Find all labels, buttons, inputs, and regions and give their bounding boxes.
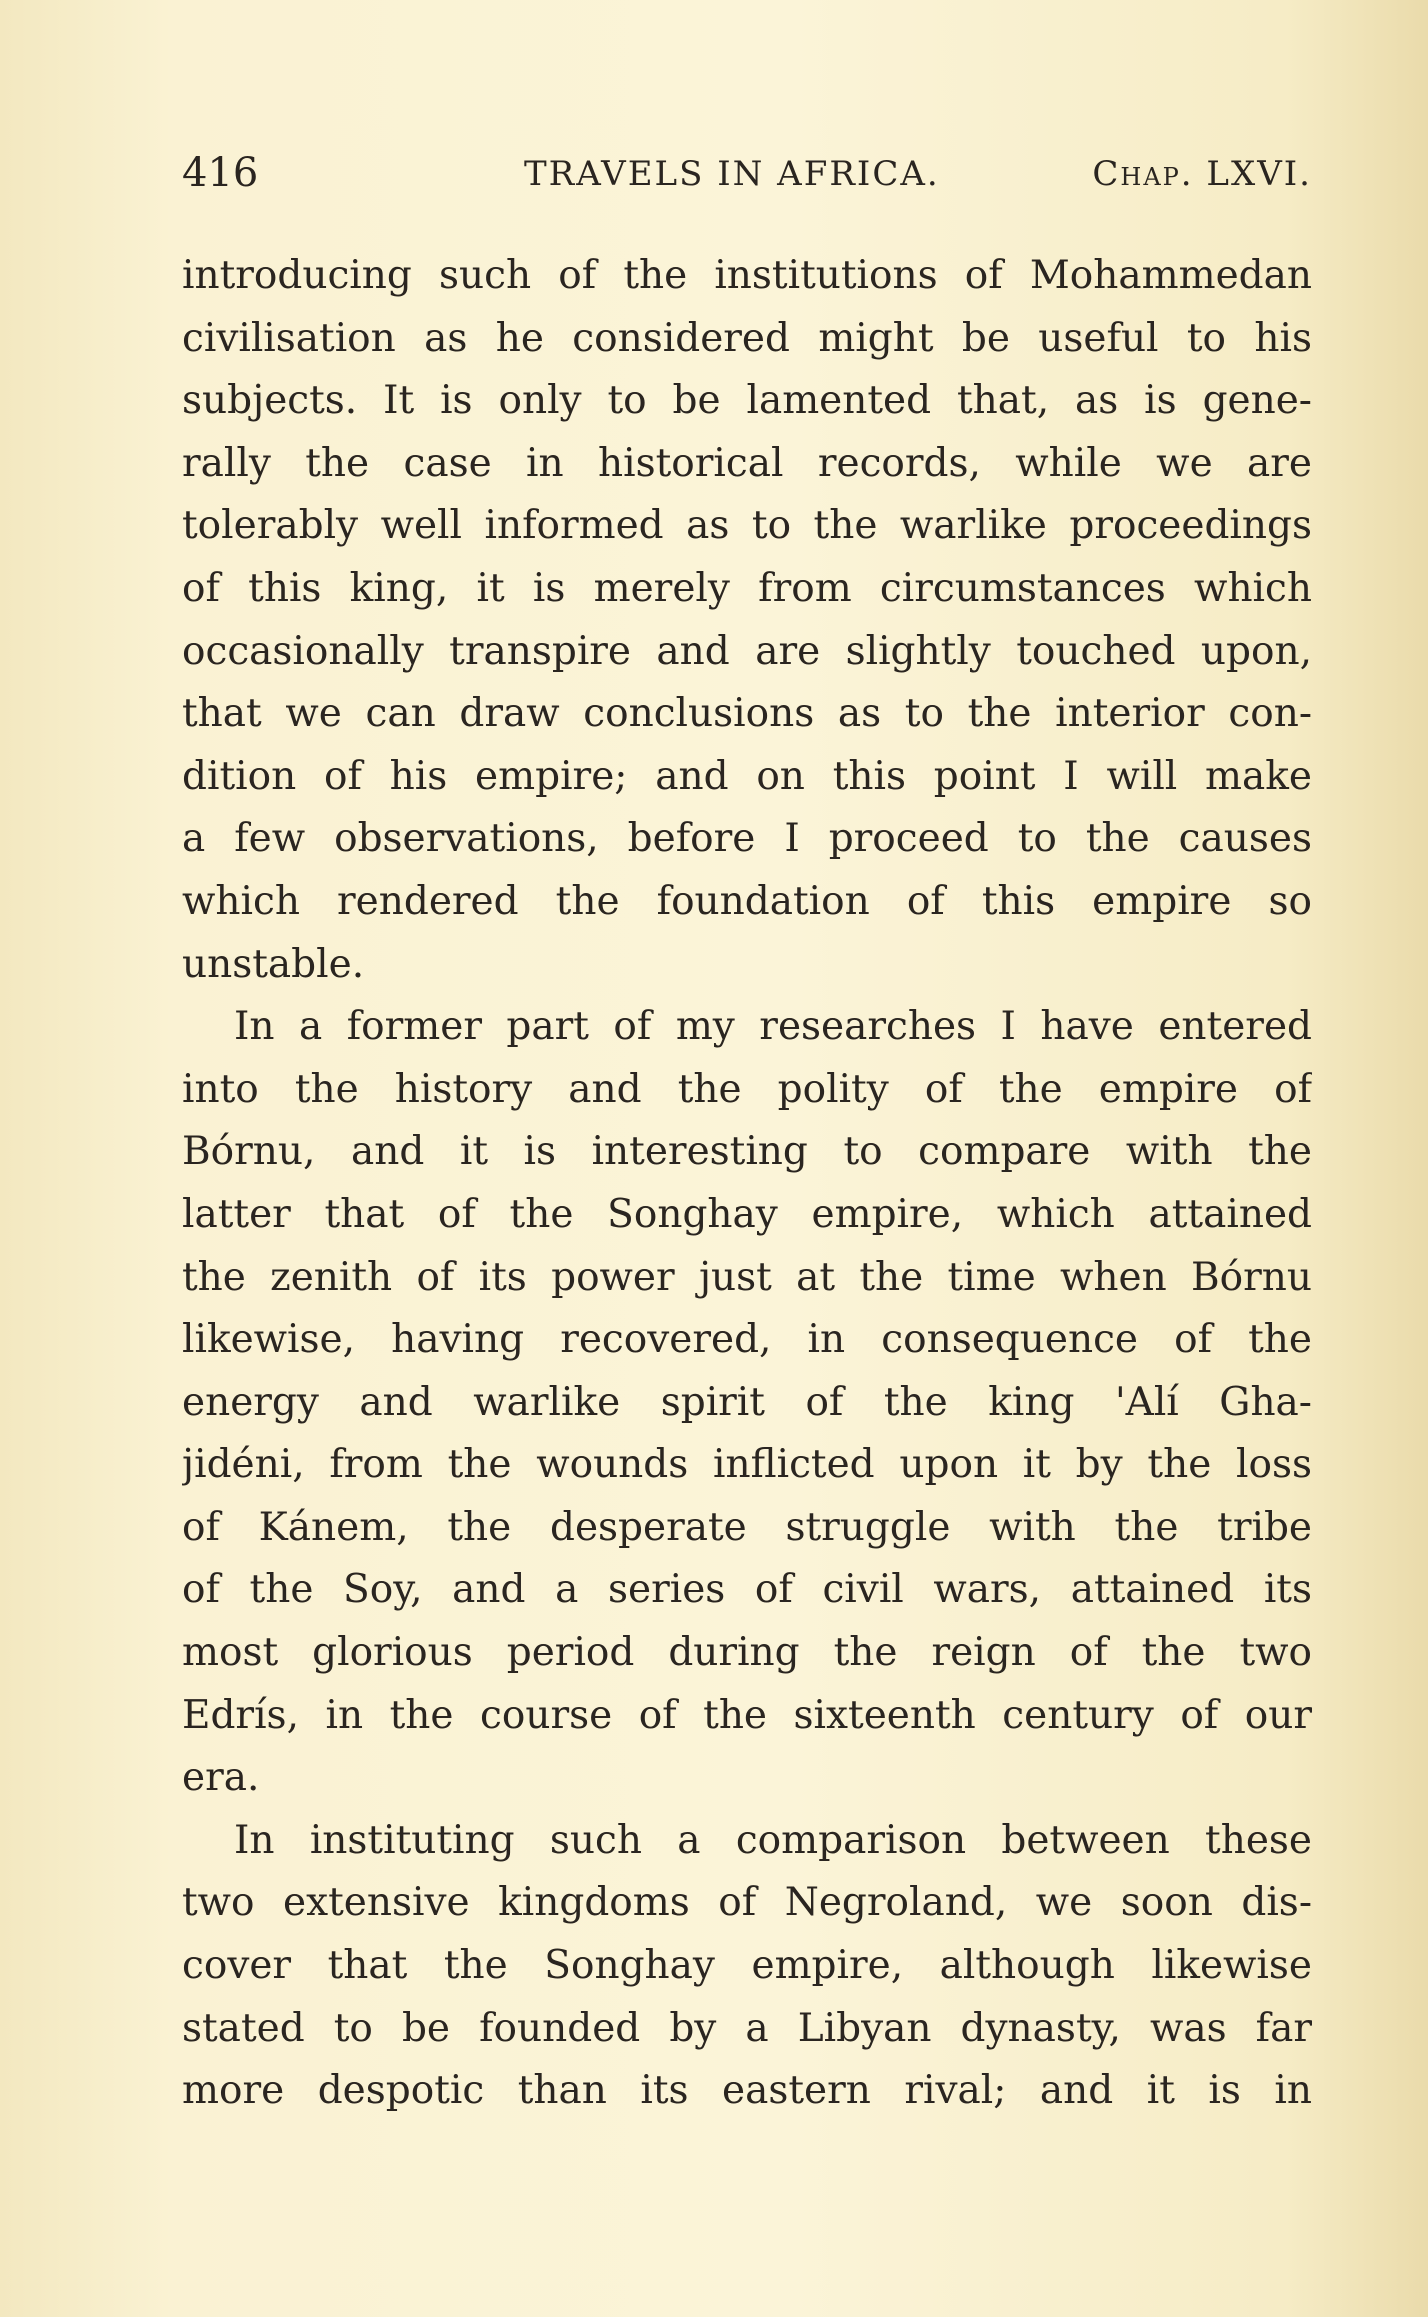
text-line: of the Soy, and a series of civil wars, attained its	[182, 1567, 1312, 1613]
text-line: of Kánem, the desperate struggle with the tribe	[182, 1504, 1312, 1550]
text-line: subjects. It is only to be lamented that, as is gene-	[182, 378, 1312, 424]
text-line: In instituting such a comparison between these	[234, 1817, 1312, 1863]
page-number: 416	[182, 150, 259, 196]
text-line: which rendered the foundation of this empire so	[182, 878, 1312, 924]
text-line: more despotic than its eastern rival; and it is in	[182, 2068, 1312, 2114]
text-line: rally the case in historical records, while we are	[182, 440, 1312, 486]
text-line: most glorious period during the reign of the two	[182, 1630, 1312, 1676]
text-line: Bórnu, and it is interesting to compare with the	[182, 1129, 1312, 1175]
text-line: two extensive kingdoms of Negroland, we soon dis-	[182, 1880, 1312, 1926]
text-line: a few observations, before I proceed to the causes	[182, 816, 1312, 862]
text-line: dition of his empire; and on this point I will make	[182, 753, 1312, 799]
text-line: likewise, having recovered, in consequence of the	[182, 1317, 1312, 1363]
text-line: tolerably well informed as to the warlike proceedings	[182, 503, 1312, 549]
text-line: occasionally transpire and are slightly touched upon,	[182, 628, 1312, 674]
chapter-label: Chap. LXVI.	[1092, 154, 1312, 194]
text-line: introducing such of the institutions of Mohammedan	[182, 253, 1312, 298]
text-line: energy and warlike spirit of the king 'Alí Gha-	[182, 1379, 1312, 1425]
text-line: into the history and the polity of the empire of	[182, 1066, 1312, 1112]
text-line: the zenith of its power just at the time when Bórnu	[182, 1254, 1312, 1300]
text-line: latter that of the Songhay empire, which attained	[182, 1191, 1312, 1237]
body-text	[182, 245, 1312, 2123]
text-line: of this king, it is merely from circumstances which	[182, 565, 1312, 611]
text-line: unstable.	[182, 941, 365, 987]
running-title: TRAVELS IN AFRICA.	[524, 154, 940, 194]
text-line: that we can draw conclusions as to the interior con-	[182, 691, 1312, 737]
text-line: Edrís, in the course of the sixteenth century of our	[182, 1692, 1312, 1738]
text-line: era.	[182, 1755, 260, 1801]
text-line: In a former part of my researches I have entered	[234, 1004, 1312, 1050]
text-line: civilisation as he considered might be useful to his	[182, 315, 1312, 361]
text-line: stated to be founded by a Libyan dynasty, was far	[182, 2005, 1312, 2051]
text-line: cover that the Songhay empire, although likewise	[182, 1943, 1312, 1989]
text-line: jidéni, from the wounds inflicted upon it by the loss	[182, 1442, 1312, 1488]
page-header	[182, 150, 1312, 210]
